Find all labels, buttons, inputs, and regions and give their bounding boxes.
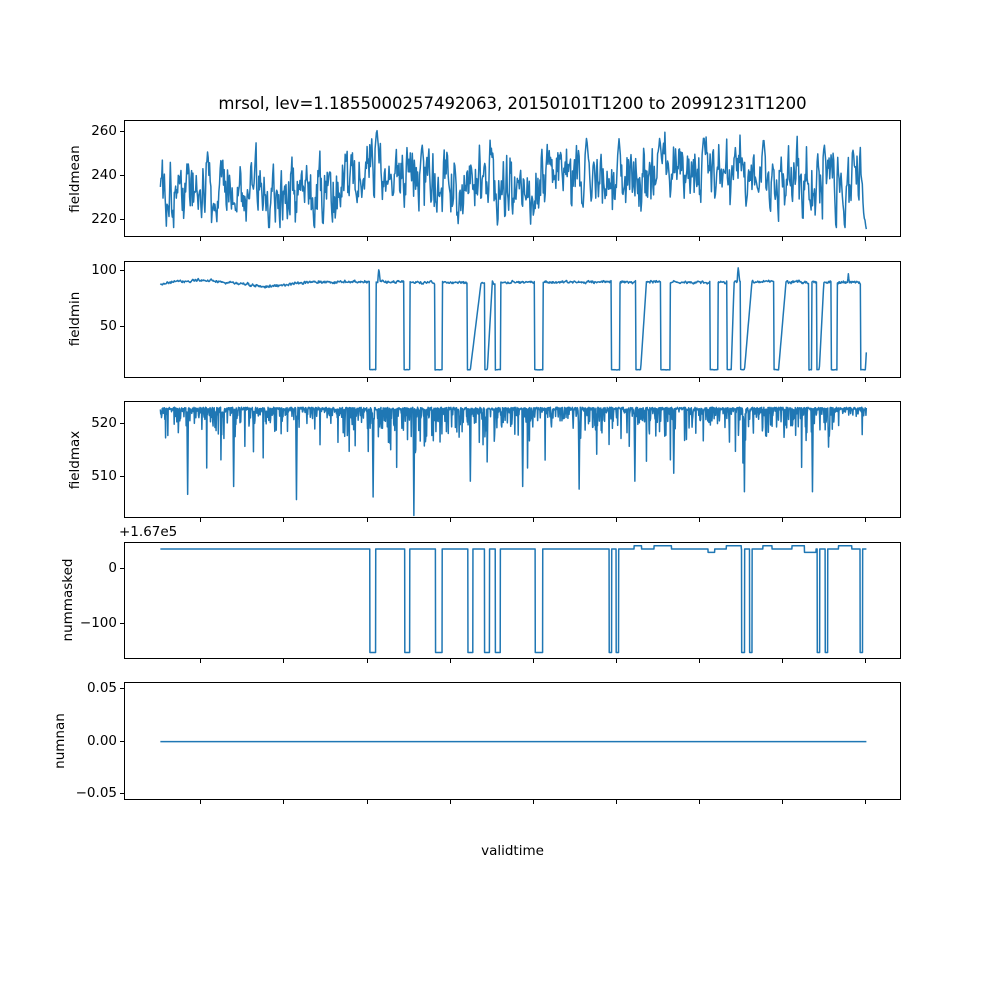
x-tick-mark xyxy=(865,659,866,663)
x-tick-mark xyxy=(533,378,534,382)
y-axis-offset-text: +1.67e5 xyxy=(119,524,178,541)
x-tick-mark xyxy=(450,800,451,804)
x-tick-mark xyxy=(450,237,451,241)
x-tick-mark xyxy=(699,378,700,382)
y-axis-label-fieldmin: fieldmin xyxy=(67,291,84,347)
x-tick-mark xyxy=(699,518,700,522)
x-tick-mark xyxy=(616,237,617,241)
y-tick-label: 510 xyxy=(91,467,117,484)
y-tick-mark xyxy=(120,568,124,569)
y-tick-mark xyxy=(120,270,124,271)
x-tick-mark xyxy=(283,800,284,804)
series-plot-fieldmin xyxy=(125,262,902,379)
x-axis-label: validtime xyxy=(481,843,544,859)
x-tick-mark xyxy=(865,518,866,522)
x-tick-mark xyxy=(367,518,368,522)
x-tick-mark xyxy=(782,518,783,522)
y-tick-mark xyxy=(120,741,124,742)
y-tick-label: 240 xyxy=(91,166,117,183)
y-axis-label-fieldmax: fieldmax xyxy=(67,430,84,490)
figure-title: mrsol, lev=1.1855000257492063, 20150101T1200 to 20991231T1200 xyxy=(218,94,807,113)
x-tick-mark xyxy=(533,518,534,522)
x-tick-mark xyxy=(200,518,201,522)
series-plot-numnan xyxy=(125,683,902,800)
axes-fieldmax xyxy=(124,401,901,518)
series-plot-fieldmax xyxy=(125,402,902,519)
y-tick-mark xyxy=(120,623,124,624)
x-tick-mark xyxy=(782,378,783,382)
x-tick-mark xyxy=(533,237,534,241)
y-axis-label-fieldmean: fieldmean xyxy=(67,144,84,213)
x-tick-mark xyxy=(200,237,201,241)
x-tick-mark xyxy=(367,237,368,241)
x-tick-mark xyxy=(450,659,451,663)
x-tick-mark xyxy=(200,800,201,804)
x-tick-mark xyxy=(283,237,284,241)
x-tick-mark xyxy=(200,378,201,382)
x-tick-mark xyxy=(782,659,783,663)
x-tick-mark xyxy=(616,659,617,663)
y-tick-label: 50 xyxy=(99,317,117,334)
y-tick-label: −100 xyxy=(79,615,117,632)
axes-fieldmin xyxy=(124,261,901,378)
y-tick-mark xyxy=(120,476,124,477)
x-tick-mark xyxy=(533,659,534,663)
x-tick-mark xyxy=(533,800,534,804)
x-tick-mark xyxy=(699,800,700,804)
y-tick-label: 0 xyxy=(108,560,117,577)
x-tick-mark xyxy=(283,518,284,522)
x-tick-mark xyxy=(200,659,201,663)
y-tick-label: 520 xyxy=(91,414,117,431)
y-tick-mark xyxy=(120,688,124,689)
x-tick-mark xyxy=(616,378,617,382)
axes-nummasked xyxy=(124,542,901,659)
x-tick-mark xyxy=(367,659,368,663)
y-tick-mark xyxy=(120,793,124,794)
x-tick-mark xyxy=(782,800,783,804)
x-tick-mark xyxy=(699,659,700,663)
x-tick-mark xyxy=(450,518,451,522)
x-tick-mark xyxy=(367,800,368,804)
x-tick-mark xyxy=(699,237,700,241)
series-plot-nummasked xyxy=(125,543,902,660)
y-tick-label: 220 xyxy=(91,211,117,228)
y-tick-label: 100 xyxy=(91,261,117,278)
y-tick-label: −0.05 xyxy=(75,784,117,801)
series-line-nummasked xyxy=(160,546,866,653)
series-line-fieldmin xyxy=(160,267,866,369)
x-tick-mark xyxy=(283,378,284,382)
x-tick-mark xyxy=(865,237,866,241)
x-tick-mark xyxy=(283,659,284,663)
y-tick-mark xyxy=(120,326,124,327)
x-tick-mark xyxy=(450,378,451,382)
y-tick-label: 0.05 xyxy=(86,680,117,697)
series-plot-fieldmean xyxy=(125,121,902,238)
series-line-fieldmax xyxy=(160,407,866,515)
y-tick-label: 0.00 xyxy=(86,732,117,749)
y-tick-label: 260 xyxy=(91,122,117,139)
x-tick-mark xyxy=(782,237,783,241)
x-tick-mark xyxy=(367,378,368,382)
axes-numnan xyxy=(124,682,901,799)
x-tick-mark xyxy=(865,378,866,382)
y-tick-mark xyxy=(120,175,124,176)
series-line-fieldmean xyxy=(160,131,866,229)
y-tick-mark xyxy=(120,423,124,424)
y-axis-label-nummasked: nummasked xyxy=(59,558,76,642)
x-tick-mark xyxy=(616,800,617,804)
axes-fieldmean xyxy=(124,120,901,237)
x-tick-mark xyxy=(865,800,866,804)
y-tick-mark xyxy=(120,131,124,132)
y-tick-mark xyxy=(120,219,124,220)
y-axis-label-numnan: numnan xyxy=(52,713,68,769)
x-tick-mark xyxy=(616,518,617,522)
